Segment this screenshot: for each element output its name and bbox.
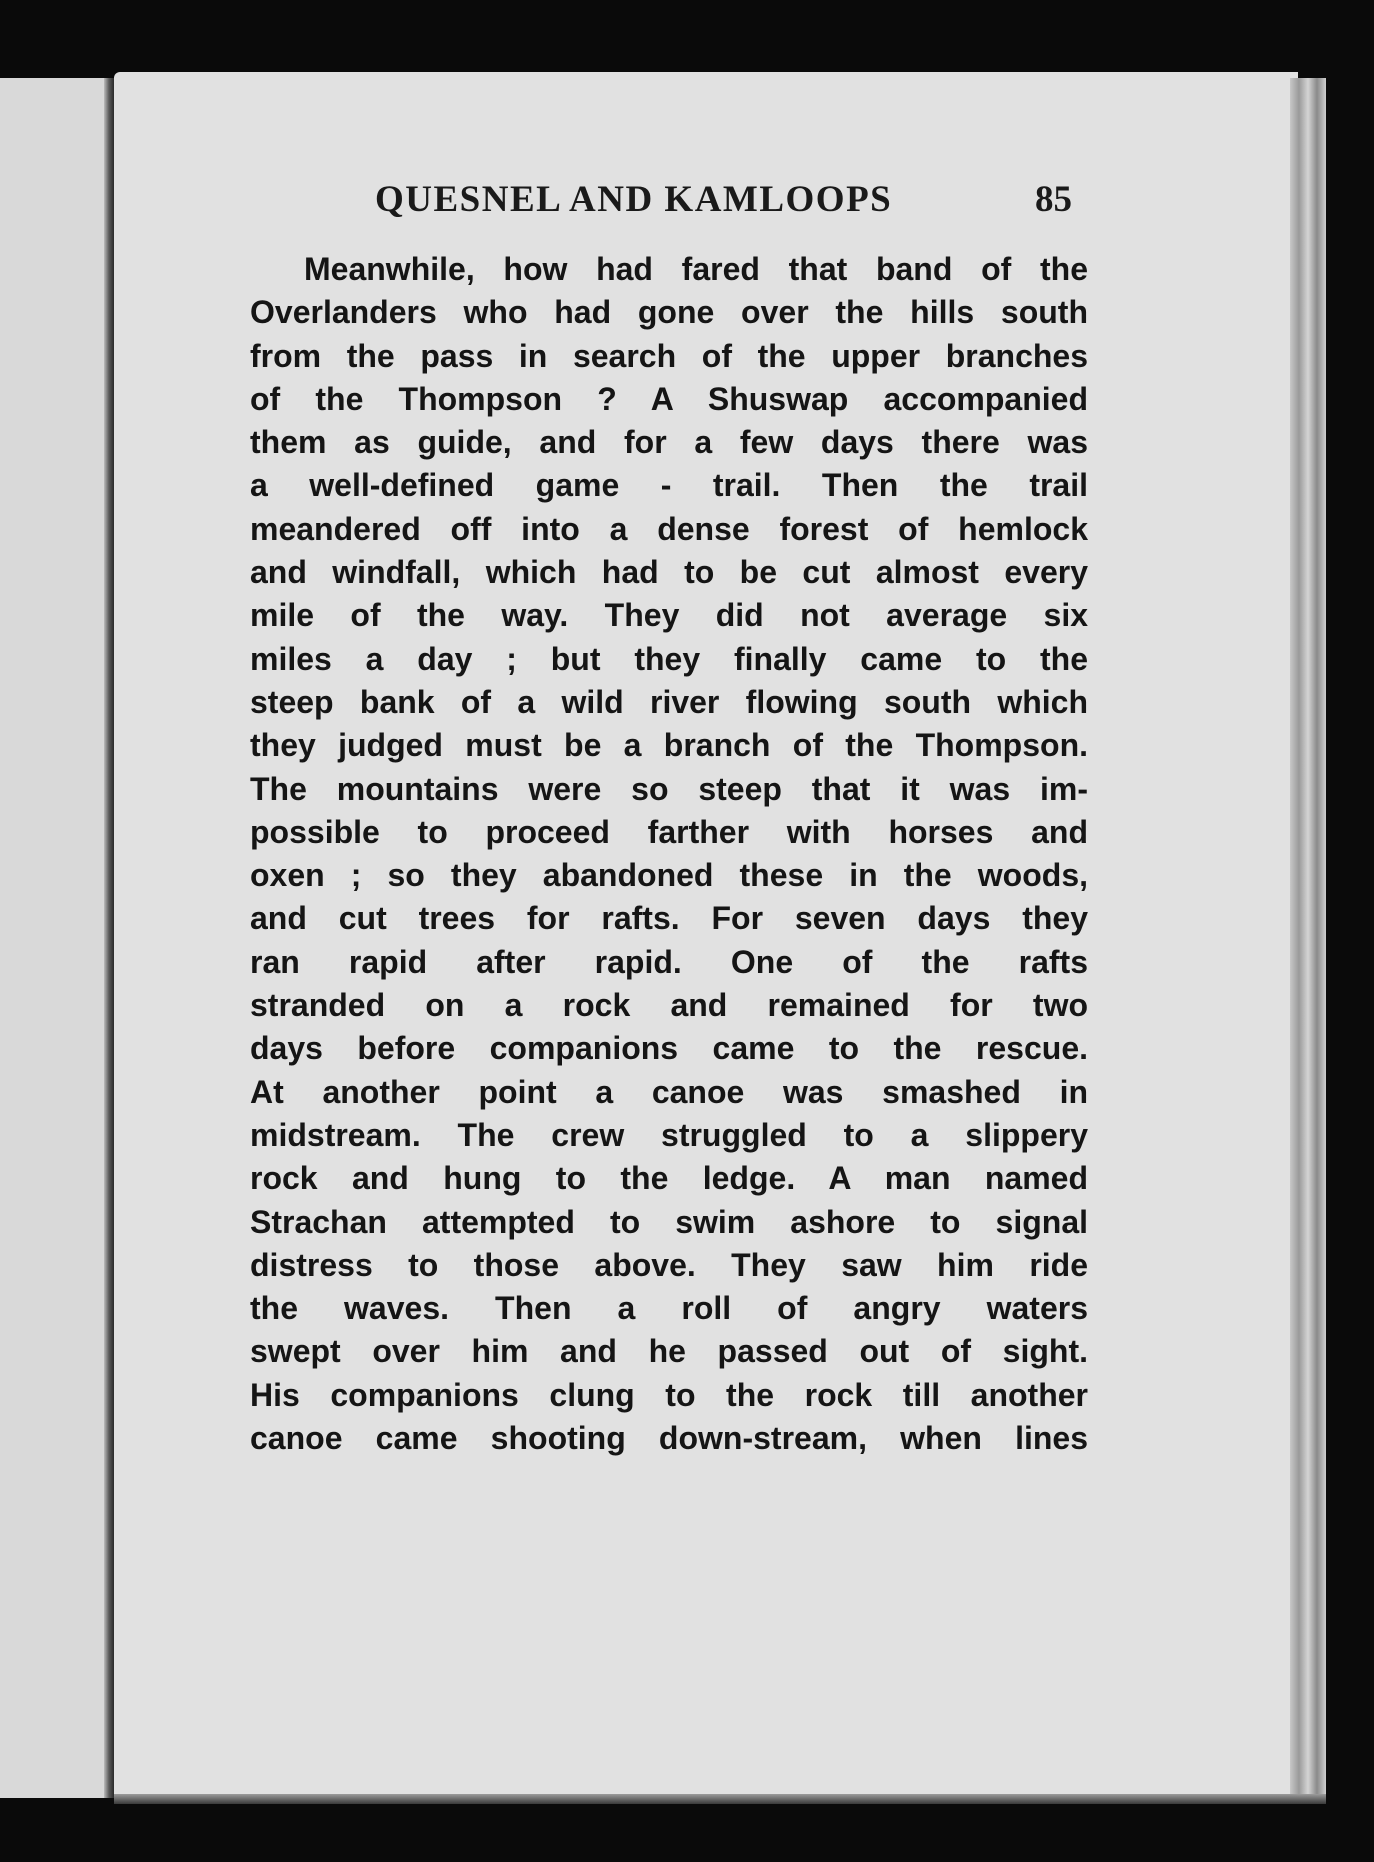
text-line: oxen ; so they abandoned these in the woods, [250,857,1088,894]
page-number: 85 [1035,179,1072,220]
chapter-title: QUESNEL AND KAMLOOPS [375,179,893,220]
page-stack-edge [1290,78,1326,1804]
text-line: meandered off into a dense forest of hemlock [250,510,1088,547]
text-line: rock and hung to the ledge. A man named [250,1160,1088,1197]
text-line: stranded on a rock and remained for two [250,987,1088,1024]
text-line: midstream. The crew struggled to a slippery [250,1116,1088,1153]
text-line: miles a day ; but they finally came to the [250,640,1088,677]
text-line: and windfall, which had to be cut almost every [250,554,1088,591]
text-line: ran rapid after rapid. One of the rafts [250,943,1088,980]
text-line: swept over him and he passed out of sight. [250,1333,1088,1370]
text-line: possible to proceed farther with horses and [250,813,1088,850]
text-line: His companions clung to the rock till another [250,1376,1088,1413]
text-line: the waves. Then a roll of angry waters [250,1290,1088,1327]
text-line: they judged must be a branch of the Thompson. [250,727,1088,764]
text-line: Strachan attempted to swim ashore to signal [250,1203,1088,1240]
text-line: them as guide, and for a few days there was [250,424,1088,461]
text-line: The mountains were so steep that it was im- [250,770,1088,807]
text-line: steep bank of a wild river flowing south which [250,683,1088,720]
text-line: Meanwhile, how had fared that band of the [304,251,1088,287]
book-gutter [104,78,114,1798]
facing-page-margin [0,78,112,1798]
text-line: of the Thompson ? A Shuswap accompanied [250,380,1088,417]
text-line: from the pass in search of the upper branches [250,337,1088,374]
paragraph [250,248,1088,1460]
text-line: days before companions came to the rescue. [250,1030,1088,1067]
text-line: Overlanders who had gone over the hills south [250,294,1088,331]
text-line: a well-defined game - trail. Then the trail [250,467,1088,504]
text-line: and cut trees for rafts. For seven days they [250,900,1088,937]
text-line: canoe came shooting down-stream, when lines [250,1420,1088,1457]
page-bottom-edge [114,1794,1326,1804]
text-line: distress to those above. They saw him ride [250,1246,1088,1283]
running-head [375,178,1075,226]
text-line: mile of the way. They did not average six [250,597,1088,634]
text-line: At another point a canoe was smashed in [250,1073,1088,1110]
